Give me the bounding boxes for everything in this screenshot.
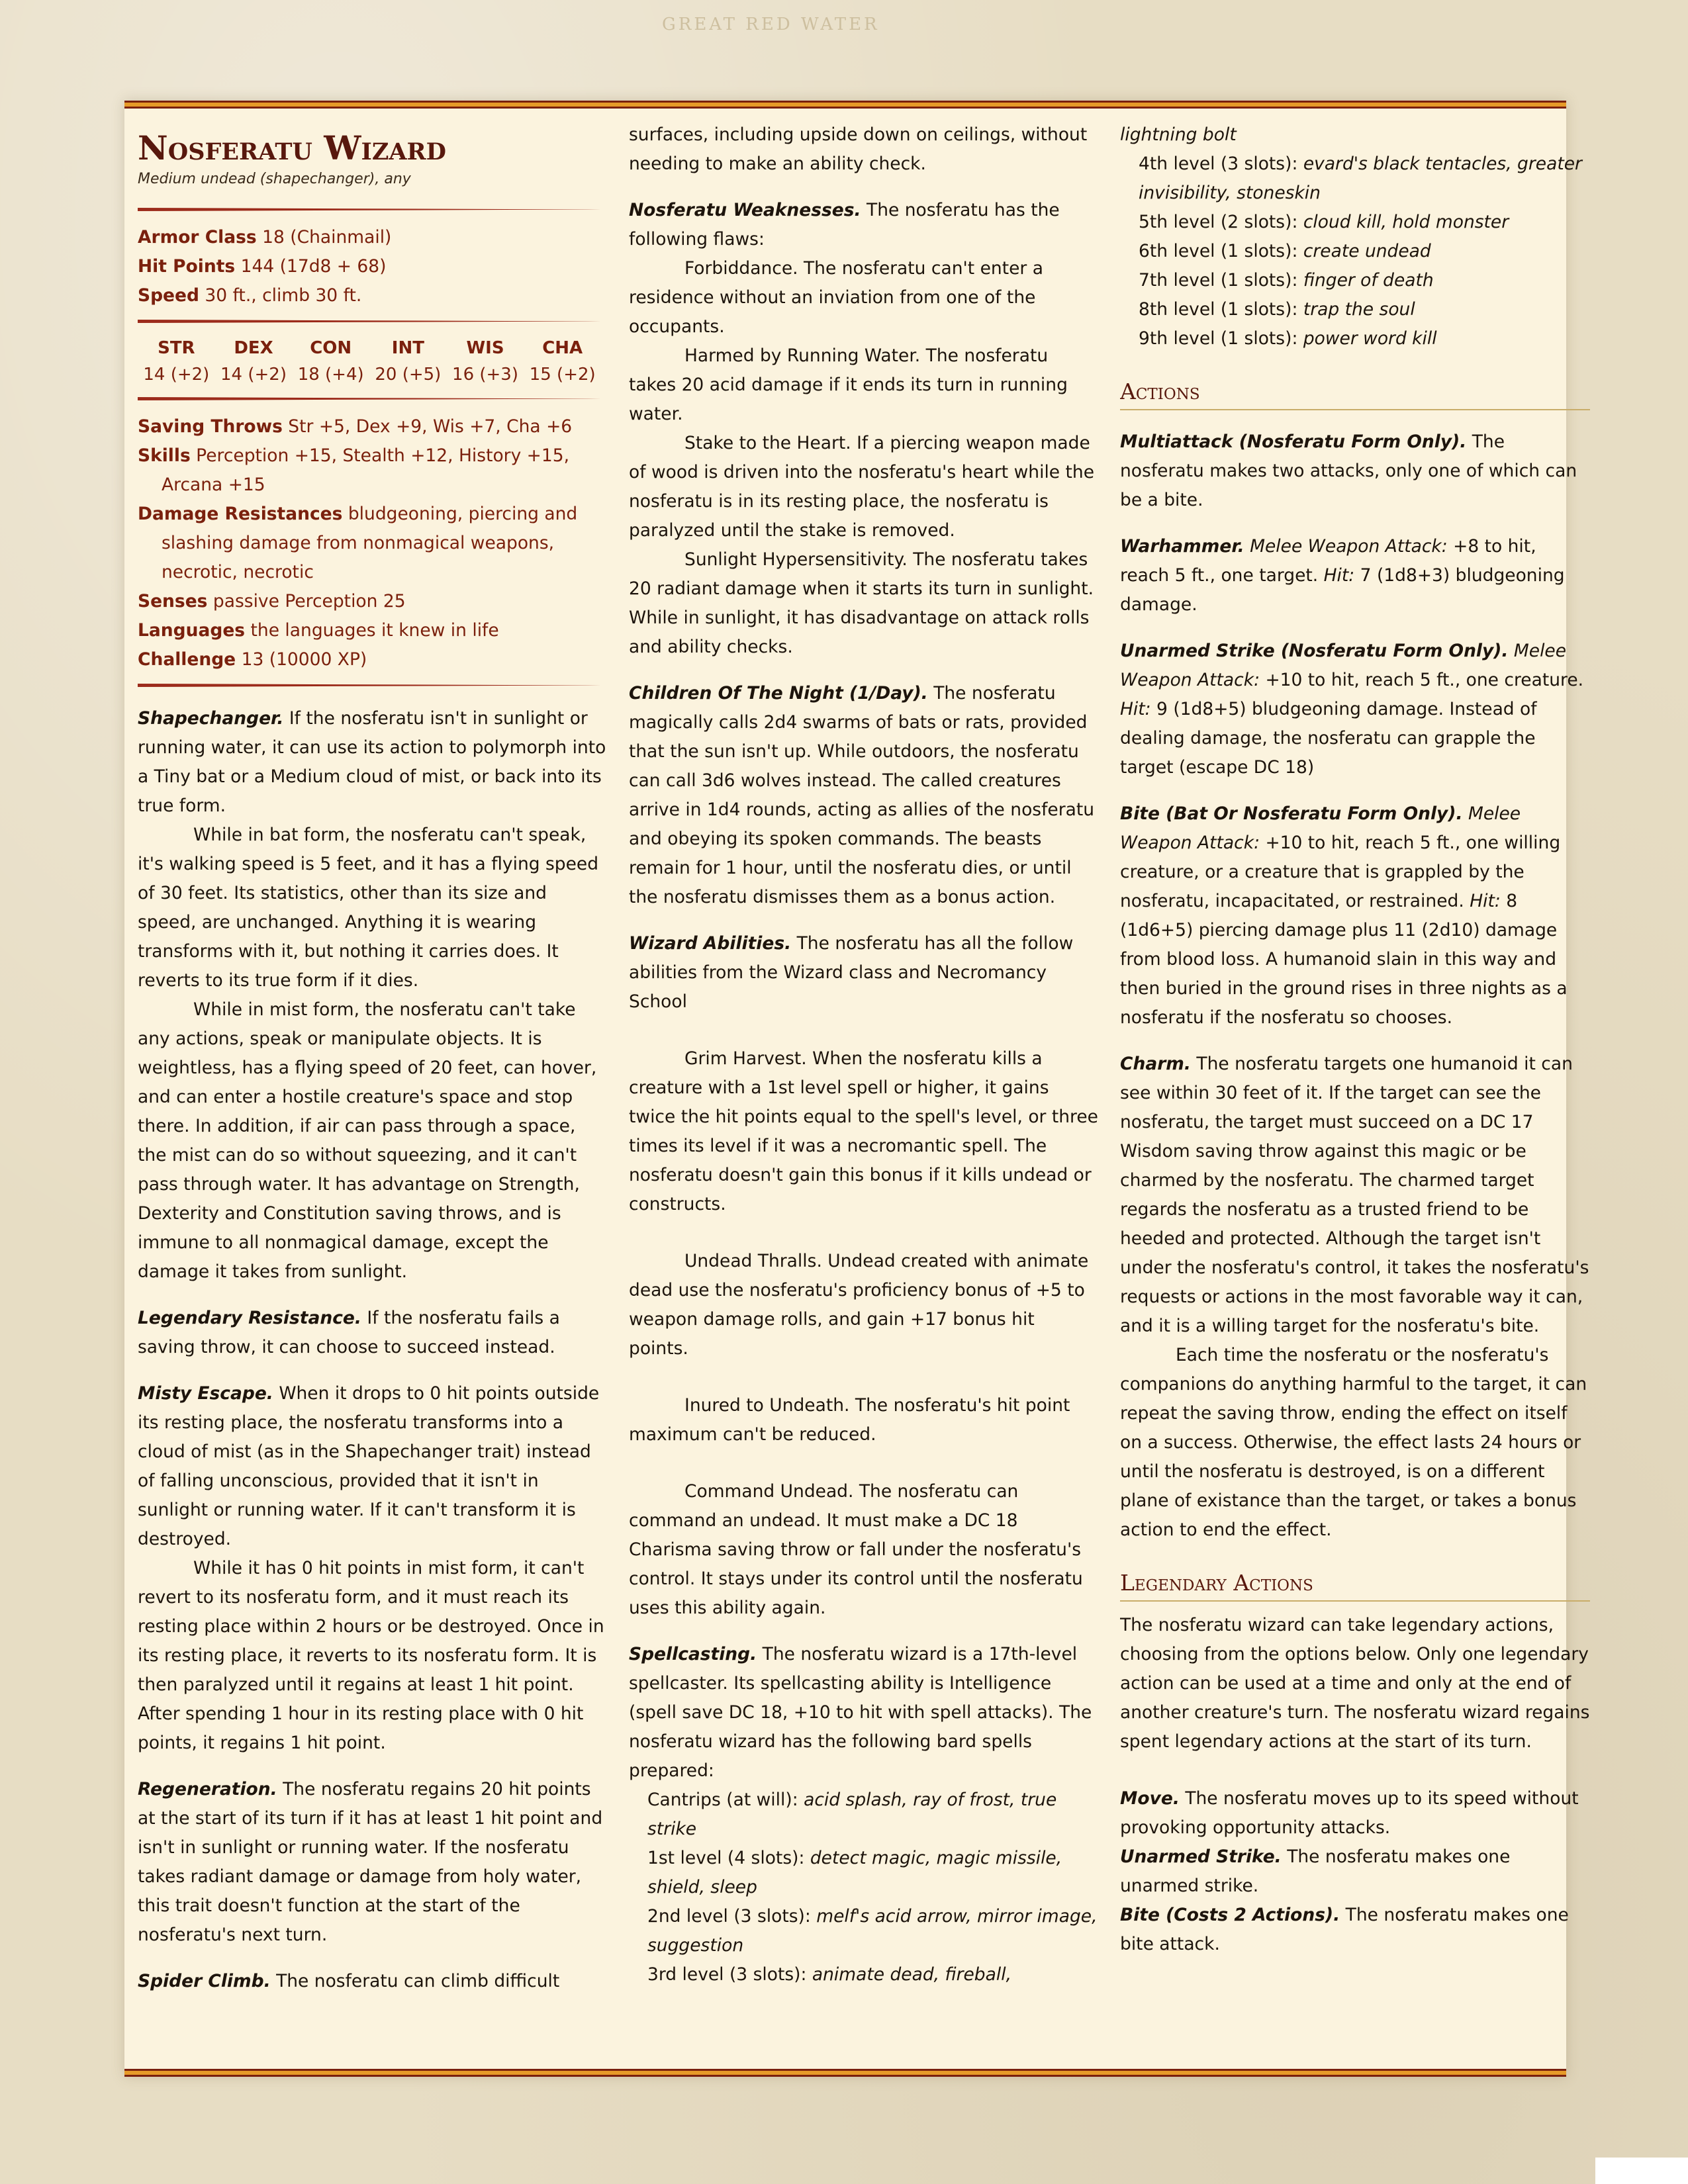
hit-points: Hit Points 144 (17d8 + 68): [138, 256, 387, 277]
ability-scores: [138, 335, 601, 388]
trait-regeneration: Regeneration. The nosferatu regains 20 hit points at the start of its turn if it has at least 1 hit point and isn't in sunlight or running water. If the nosferatu takes radiant damage or damage from holy water, this trait doesn't function at the start of the nosferatu's next turn.: [138, 1779, 603, 1945]
legendary-move: Move. The nosferatu moves up to its speed without provoking opportunity attacks.: [1120, 1788, 1579, 1838]
ability-grim-harvest: Grim Harvest. When the nosferatu kills a creature with a 1st level spell or higher, it gains twice the hit points equal to the spell's level, or three times its level if it was a necromantic spell. The nosferatu doesn't gain this bonus if it kills undead or constructs.: [629, 1048, 1098, 1214]
damage-resistances: Damage Resistances bludgeoning, piercing and slashing damage from nonmagical weapons, necrotic, necrotic: [138, 504, 578, 582]
actions-heading: Actions: [1120, 376, 1590, 410]
ability-str: STR 14 (+2): [143, 338, 210, 385]
column-3: [1120, 120, 1590, 2040]
action-unarmed-strike: Unarmed Strike (Nosferatu Form Only). Melee Weapon Attack: +10 to hit, reach 5 ft., one creature. Hit: 9 (1d8+5) bludgeoning damage. Instead of dealing damage, the nosferatu can grapple the target (escape DC 18): [1120, 641, 1584, 778]
stat-block: [124, 101, 1590, 2077]
trait-spider-climb-cont: surfaces, including upside down on ceilings, without needing to make an ability check.: [629, 124, 1088, 174]
divider: [138, 320, 601, 323]
divider: [138, 684, 601, 687]
spacer: [629, 1219, 1099, 1247]
ability-con: CON 18 (+4): [297, 338, 364, 385]
corner-patch: [1595, 2158, 1688, 2184]
spell-level-2: 2nd level (3 slots): melf's acid arrow, mirror image, suggestion: [647, 1906, 1098, 1956]
skills: Skills Perception +15, Stealth +12, History +15, Arcana +15: [138, 445, 570, 495]
trait-shapechanger-bat: While in bat form, the nosferatu can't speak, it's walking speed is 5 feet, and it has a flying speed of 30 feet. Its statistics, other than its size and speed, are unchanged. Anything it is wearing transforms with it, but nothing it carries does. It reverts to its true form if it dies.: [138, 825, 599, 991]
column-2: [629, 120, 1099, 2040]
legendary-actions-heading: Legendary Actions: [1120, 1567, 1590, 1602]
monster-type: Medium undead (shapechanger), any: [138, 171, 411, 187]
spell-level-8: 8th level (1 slots): trap the soul: [1139, 299, 1415, 320]
trait-legendary-resistance: Legendary Resistance. If the nosferatu fails a saving throw, it can choose to succeed instead.: [138, 1308, 560, 1357]
action-charm-more: Each time the nosferatu or the nosferatu's companions do anything harmful to the target, it can repeat the saving throw, ending the effect on itself on a success. Otherwise, the effect lasts 24 hours or until the nosferatu is destroyed, is on a different plane of existance than the target, or takes a bonus action to end the effect.: [1120, 1345, 1587, 1540]
divider: [138, 397, 601, 400]
trait-wizard-abilities: Wizard Abilities. The nosferatu has all the follow abilities from the Wizard class and Necromancy School: [629, 933, 1074, 1012]
weakness-forbiddance: Forbiddance. The nosferatu can't enter a residence without an inviation from one of the occupants.: [629, 258, 1043, 337]
trait-children-of-the-night: Children Of The Night (1/Day). The nosferatu magically calls 2d4 swarms of bats or rats, provided that the sun isn't up. While outdoors, the nosferatu can call 3d6 wolves instead. The called creatures arrive in 1d4 rounds, acting as allies of the nosferatu and obeying its spoken commands. The beasts remain for 1 hour, until the nosferatu dies, or until the nosferatu dismisses them as a bonus action.: [629, 683, 1095, 907]
speed: Speed 30 ft., climb 30 ft.: [138, 285, 362, 306]
action-bite: Bite (Bat Or Nosferatu Form Only). Melee Weapon Attack: +10 to hit, reach 5 ft., one willing creature, or a creature that is grappled by the nosferatu, incapacitated, or restrained. Hit: 8 (1d6+5) piercing damage plus 11 (2d10) damage from blood loss. A humanoid slain in this way and then buried in the ground rises in three nights as a nosferatu if the nosferatu so chooses.: [1120, 803, 1568, 1028]
trait-spellcasting: Spellcasting. The nosferatu wizard is a 17th-level spellcaster. Its spellcasting ability is Intelligence (spell save DC 18, +10 to hit with spell attacks). The nosferatu wizard has the following bard spells prepared:: [629, 1644, 1092, 1781]
legendary-unarmed-strike: Unarmed Strike. The nosferatu makes one unarmed strike.: [1120, 1846, 1511, 1896]
action-warhammer: Warhammer. Melee Weapon Attack: +8 to hit, reach 5 ft., one target. Hit: 7 (1d8+3) bludgeoning damage.: [1120, 536, 1565, 615]
map-label: GREAT RED WATER: [662, 15, 880, 34]
column-1: [138, 120, 608, 2040]
ability-inured-to-undeath: Inured to Undeath. The nosferatu's hit point maximum can't be reduced.: [629, 1395, 1070, 1445]
spell-level-1: 1st level (4 slots): detect magic, magic missile, shield, sleep: [647, 1848, 1062, 1897]
divider: [138, 208, 601, 211]
challenge: Challenge 13 (10000 XP): [138, 649, 367, 670]
ability-cha: CHA 15 (+2): [529, 338, 596, 385]
spell-level-6: 6th level (1 slots): create undead: [1139, 241, 1431, 261]
spacer: [629, 1449, 1099, 1477]
saving-throws: Saving Throws Str +5, Dex +9, Wis +7, Cha +6: [138, 416, 573, 437]
stat-block-top-bar: [124, 101, 1566, 109]
legendary-intro: The nosferatu wizard can take legendary actions, choosing from the options below. Only one legendary action can be used at a time and only at the end of another creature's turn. The nosferatu wizard regains spent legendary actions at the start of its turn.: [1120, 1615, 1590, 1752]
monster-name: Nosferatu Wizard: [138, 128, 446, 167]
ability-undead-thralls: Undead Thralls. Undead created with animate dead use the nosferatu's proficiency bonus of +5 to weapon damage rolls, and gain +17 bonus hit points.: [629, 1251, 1089, 1359]
spell-level-3: 3rd level (3 slots): animate dead, fireball,: [647, 1964, 1012, 1985]
stat-block-bottom-bar: [124, 2069, 1566, 2077]
trait-shapechanger-mist: While in mist form, the nosferatu can't take any actions, speak or manipulate objects. It is weightless, has a flying speed of 20 feet, can hover, and can enter a hostile creature's space and stop there. In addition, if air can pass through a space, the mist can do so without squeezing, and it can't pass through water. It has advantage on Strength, Dexterity and Constitution saving throws, and is immune to all nonmagical damage, except the damage it takes from sunlight.: [138, 999, 597, 1282]
action-charm: Charm. The nosferatu targets one humanoid it can see within 30 feet of it. If the target can see the nosferatu, the target must succeed on a DC 17 Wisdom saving throw against this magic or be charmed by the nosferatu. The charmed target regards the nosferatu as a trusted friend to be heeded and protected. Although the target isn't under the nosferatu's control, it takes the nosferatu's requests or actions in the most favorable way it can, and it is a willing target for the nosferatu's bite.: [1120, 1054, 1589, 1336]
trait-weaknesses: Nosferatu Weaknesses. The nosferatu has the following flaws:: [629, 200, 1060, 250]
weakness-sunlight: Sunlight Hypersensitivity. The nosferatu takes 20 radiant damage when it starts its turn in sunlight. While in sunlight, it has disadvantage on attack rolls and ability checks.: [629, 549, 1094, 657]
spacer: [629, 1017, 1099, 1044]
spacer: [1120, 1756, 1590, 1784]
spell-level-4: 4th level (3 slots): evard's black tentacles, greater invisibility, stoneskin: [1139, 154, 1582, 203]
trait-misty-escape-more: While it has 0 hit points in mist form, it can't revert to its nosferatu form, and it must reach its resting place within 2 hours or be destroyed. Once in its resting place, it reverts to its nosferatu form. It is then paralyzed until it regains at least 1 hit point. After spending 1 hour in its resting place with 0 hit points, it regains 1 hit point.: [138, 1558, 604, 1753]
senses: Senses passive Perception 25: [138, 591, 406, 612]
trait-shapechanger: Shapechanger. If the nosferatu isn't in sunlight or running water, it can use its action to polymorph into a Tiny bat or a Medium cloud of mist, or back into its true form.: [138, 708, 606, 816]
weakness-running-water: Harmed by Running Water. The nosferatu takes 20 acid damage if it ends its turn in running water.: [629, 345, 1068, 424]
ability-command-undead: Command Undead. The nosferatu can command an undead. It must make a DC 18 Charisma saving throw or fall under the nosferatu's control. It stays under its control until the nosferatu uses this ability again.: [629, 1481, 1083, 1618]
action-multiattack: Multiattack (Nosferatu Form Only). The nosferatu makes two attacks, only one of which can be a bite.: [1120, 432, 1577, 510]
spell-level-cantrips: Cantrips (at will): acid splash, ray of frost, true strike: [647, 1790, 1057, 1839]
languages: Languages the languages it knew in life: [138, 620, 499, 641]
ability-wis: WIS 16 (+3): [452, 338, 518, 385]
spell-level-5: 5th level (2 slots): cloud kill, hold monster: [1139, 212, 1509, 232]
spacer: [629, 1363, 1099, 1391]
trait-spider-climb: Spider Climb. The nosferatu can climb difficult: [138, 1971, 560, 1991]
spell-level-3-cont: lightning bolt: [1120, 124, 1237, 145]
weakness-stake: Stake to the Heart. If a piercing weapon made of wood is driven into the nosferatu's heart while the nosferatu is in its resting place, the nosferatu is paralyzed until the stake is removed.: [629, 433, 1095, 541]
legendary-bite: Bite (Costs 2 Actions). The nosferatu makes one bite attack.: [1120, 1905, 1569, 1954]
ability-int: INT 20 (+5): [375, 338, 442, 385]
spell-level-7: 7th level (1 slots): finger of death: [1139, 270, 1434, 291]
armor-class: Armor Class 18 (Chainmail): [138, 227, 392, 248]
spell-level-9: 9th level (1 slots): power word kill: [1139, 328, 1437, 349]
ability-dex: DEX 14 (+2): [220, 338, 287, 385]
trait-misty-escape: Misty Escape. When it drops to 0 hit points outside its resting place, the nosferatu transforms into a cloud of mist (as in the Shapechanger trait) instead of falling unconscious, provided that it isn't in sunlight or running water. If it can't transform it is destroyed.: [138, 1383, 600, 1549]
